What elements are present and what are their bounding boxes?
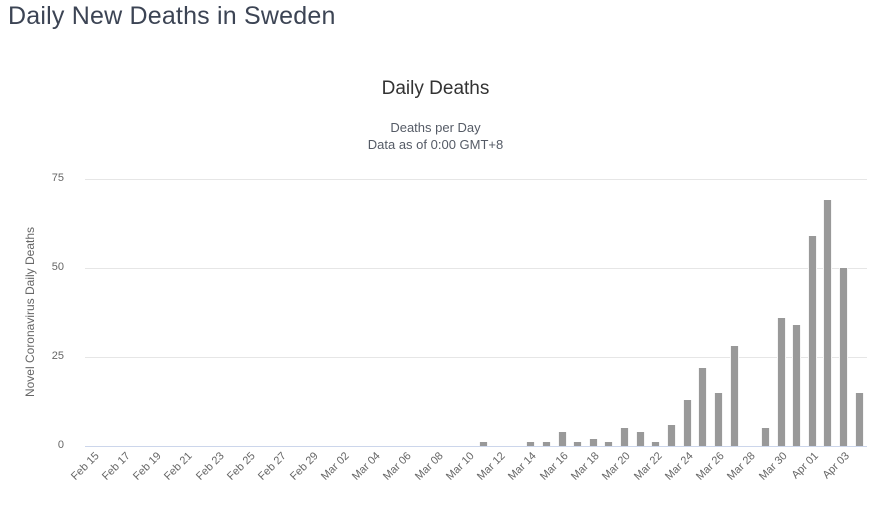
bar[interactable] bbox=[823, 200, 832, 446]
x-axis-tick-label: Feb 25 bbox=[224, 450, 258, 483]
chart-subtitle bbox=[0, 119, 871, 153]
x-axis-tick-label: Mar 10 bbox=[443, 450, 477, 483]
y-axis-tick-label: 25 bbox=[51, 350, 64, 362]
x-axis-tick-label: Mar 06 bbox=[381, 450, 415, 483]
bar[interactable] bbox=[526, 442, 535, 446]
y-gridline bbox=[85, 357, 867, 358]
x-axis-tick-label: Apr 03 bbox=[820, 450, 852, 482]
bar[interactable] bbox=[573, 442, 582, 446]
x-axis-tick-label: Mar 16 bbox=[537, 450, 571, 483]
x-axis-tick-label: Feb 29 bbox=[287, 450, 321, 483]
y-gridline bbox=[85, 268, 867, 269]
x-axis-tick-label: Mar 14 bbox=[506, 450, 540, 483]
bar[interactable] bbox=[808, 236, 817, 446]
x-axis-tick-label: Feb 23 bbox=[193, 450, 227, 483]
x-axis-tick-label: Mar 12 bbox=[475, 450, 508, 483]
bar[interactable] bbox=[542, 442, 551, 446]
bar[interactable] bbox=[730, 346, 739, 446]
bar[interactable] bbox=[620, 428, 629, 446]
y-axis-tick-label: 50 bbox=[51, 261, 64, 273]
x-axis-tick-label: Feb 17 bbox=[99, 450, 133, 483]
bar[interactable] bbox=[479, 442, 488, 446]
x-axis-tick-label: Mar 30 bbox=[756, 450, 790, 483]
x-axis-tick-label: Feb 27 bbox=[256, 450, 289, 483]
x-axis-tick-label: Mar 08 bbox=[412, 450, 446, 483]
bar[interactable] bbox=[698, 368, 707, 446]
bar[interactable] bbox=[777, 318, 786, 446]
chart-subtitle-line2: Data as of 0:00 GMT+8 bbox=[367, 137, 504, 152]
bar[interactable] bbox=[604, 442, 613, 446]
chart-subtitle-line1: Deaths per Day bbox=[390, 120, 481, 135]
bar[interactable] bbox=[683, 400, 692, 446]
bar[interactable] bbox=[761, 428, 770, 446]
x-axis-tick-label: Feb 19 bbox=[131, 450, 164, 483]
x-axis-tick-label: Mar 02 bbox=[318, 450, 352, 483]
x-axis-tick-label: Feb 21 bbox=[162, 450, 196, 483]
x-axis-tick-label: Feb 15 bbox=[68, 450, 102, 483]
x-axis-tick-label: Mar 04 bbox=[350, 450, 383, 483]
chart-title: Daily Deaths bbox=[381, 78, 490, 99]
y-gridline bbox=[85, 179, 867, 180]
bar[interactable] bbox=[714, 393, 723, 446]
page-title: Daily New Deaths in Sweden bbox=[8, 2, 336, 30]
bar[interactable] bbox=[558, 432, 567, 446]
x-axis-tick-label: Mar 18 bbox=[569, 450, 602, 483]
bar[interactable] bbox=[839, 268, 848, 446]
y-axis-tick-label: 0 bbox=[57, 439, 64, 451]
bar[interactable] bbox=[589, 439, 598, 446]
x-axis-line bbox=[85, 446, 867, 447]
bar[interactable] bbox=[651, 442, 660, 446]
y-axis-tick-label: 75 bbox=[51, 172, 64, 184]
y-axis-title: Novel Coronavirus Daily Deaths bbox=[23, 226, 37, 398]
bar[interactable] bbox=[667, 425, 676, 446]
bar[interactable] bbox=[792, 325, 801, 446]
x-axis-tick-label: Mar 20 bbox=[600, 450, 634, 483]
x-axis-tick-label: Mar 24 bbox=[662, 450, 696, 483]
x-axis-tick-label: Mar 28 bbox=[725, 450, 759, 483]
x-axis-tick-label: Mar 22 bbox=[631, 450, 665, 483]
bar[interactable] bbox=[636, 432, 645, 446]
x-axis-tick-label: Apr 01 bbox=[789, 450, 821, 482]
x-axis-tick-label: Mar 26 bbox=[694, 450, 727, 483]
bar[interactable] bbox=[855, 393, 864, 446]
